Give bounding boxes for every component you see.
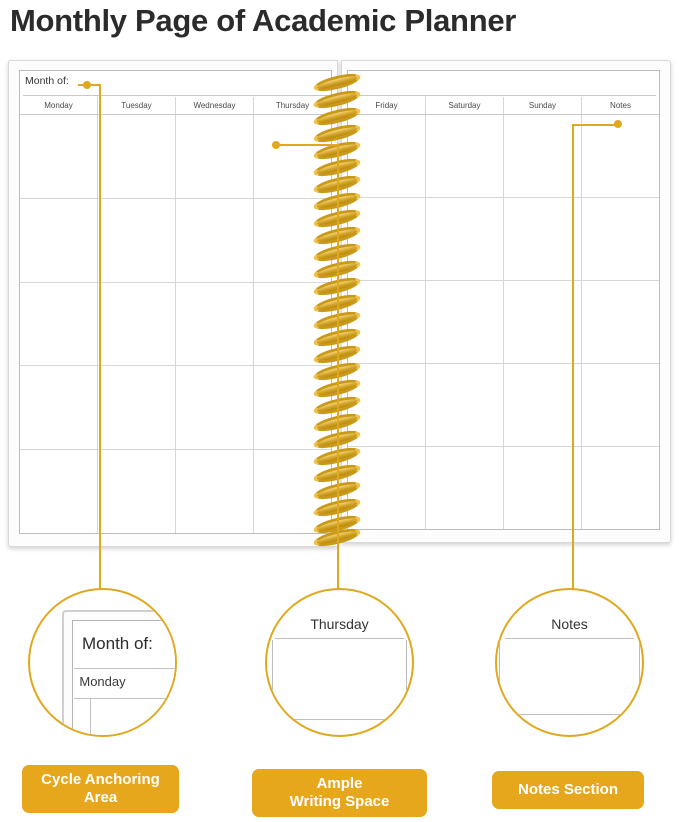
zoom-cell-divider (90, 698, 91, 737)
caption-line-1: Notes Section (517, 781, 619, 798)
spiral-binding-icon (313, 76, 369, 546)
right-month-grid (348, 114, 659, 529)
day-header-tuesday: Tuesday (98, 97, 176, 114)
grid-cell (582, 364, 659, 446)
callout-ample-writing-space (265, 588, 414, 737)
grid-cell (504, 115, 582, 197)
right-page-frame (347, 70, 660, 530)
grid-cell (504, 198, 582, 280)
day-header-thursday: Thursday (275, 101, 310, 110)
grid-row (20, 199, 331, 283)
callout-1-zoom (30, 590, 175, 735)
right-top-rule (351, 95, 656, 96)
grid-row (348, 115, 659, 198)
grid-cell (176, 366, 254, 449)
day-header-friday: Friday (348, 97, 426, 114)
grid-row (20, 283, 331, 367)
grid-cell (582, 198, 659, 280)
grid-cell (426, 198, 504, 280)
zoom-day-label-monday: Monday (79, 674, 126, 689)
zoom-rule (275, 638, 404, 639)
callout-notes-section (495, 588, 644, 737)
zoom-day-label-notes: Notes (551, 616, 588, 632)
grid-cell (426, 115, 504, 197)
zoom-notes-cell (499, 640, 640, 715)
grid-row (348, 364, 659, 447)
page-title: Monthly Page of Academic Planner (10, 3, 517, 38)
day-header-saturday: Saturday (426, 97, 504, 114)
left-page-frame (19, 70, 332, 534)
grid-cell (176, 450, 254, 533)
grid-cell (176, 199, 254, 282)
grid-cell (426, 364, 504, 446)
grid-cell (582, 115, 659, 197)
caption-cycle-anchoring-area (22, 765, 179, 813)
grid-cell (582, 281, 659, 363)
grid-cell (98, 199, 176, 282)
caption-line-2: Area (83, 789, 118, 806)
grid-row (348, 447, 659, 529)
caption-ample-writing-space (252, 769, 427, 817)
zoom-day-label-thursday: Thursday (310, 616, 369, 632)
grid-cell (98, 283, 176, 366)
planner-right-page (341, 60, 671, 543)
grid-row (20, 450, 331, 533)
zoom-writing-cell (272, 640, 407, 720)
grid-cell (504, 364, 582, 446)
day-header-sunday: Sunday (504, 97, 582, 114)
grid-cell (98, 115, 176, 198)
grid-cell (98, 450, 176, 533)
grid-cell (176, 283, 254, 366)
day-header-monday: Monday (20, 97, 98, 114)
caption-notes-section (492, 771, 644, 809)
caption-line-1: Cycle Anchoring (41, 771, 160, 788)
grid-row (20, 115, 331, 199)
grid-cell (176, 115, 254, 198)
grid-cell (20, 283, 98, 366)
right-day-header-row (348, 97, 659, 114)
grid-cell (504, 447, 582, 529)
grid-cell (20, 199, 98, 282)
left-day-header-row (20, 97, 331, 114)
callout-cycle-anchoring-area (28, 588, 177, 737)
grid-cell (98, 366, 176, 449)
grid-cell (504, 281, 582, 363)
zoom-rule-top (74, 668, 175, 669)
left-month-grid (20, 114, 331, 533)
planner-spread (8, 60, 671, 555)
zoom-month-of-label: Month of: (82, 634, 153, 653)
zoom-rule (505, 638, 634, 639)
month-of-rule (23, 95, 328, 96)
grid-row (20, 366, 331, 450)
month-of-label: Month of: (25, 75, 69, 87)
grid-cell (20, 450, 98, 533)
day-header-notes: Notes (610, 101, 631, 110)
grid-cell (582, 447, 659, 529)
grid-cell (426, 281, 504, 363)
planner-left-page (8, 60, 338, 547)
callout-3-zoom (497, 590, 642, 735)
caption-line-1: Ample (316, 775, 363, 792)
grid-cell (426, 447, 504, 529)
grid-cell (20, 115, 98, 198)
day-header-wednesday: Wednesday (176, 97, 254, 114)
grid-cell (20, 366, 98, 449)
grid-row (348, 281, 659, 364)
caption-line-2: Writing Space (289, 793, 390, 810)
grid-row (348, 198, 659, 281)
callout-2-zoom (267, 590, 412, 735)
